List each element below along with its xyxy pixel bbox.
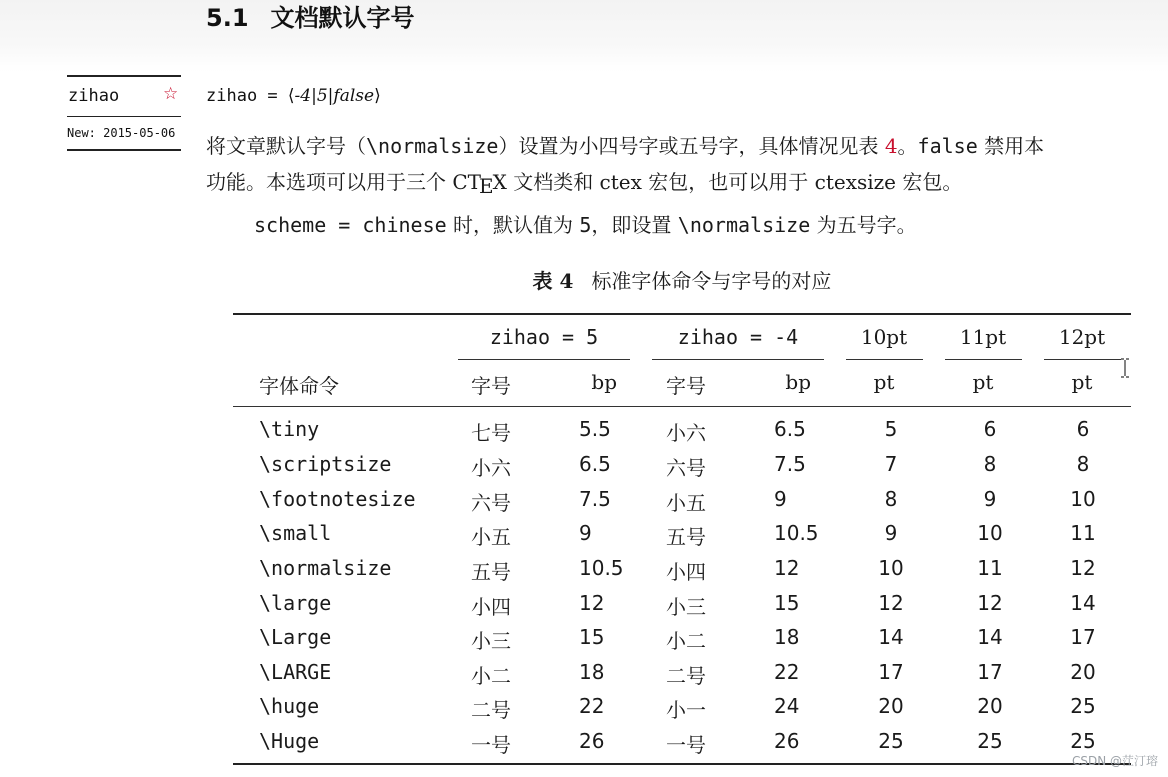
zihao-4-size-name-cell: 六号 <box>666 456 706 480</box>
zihao5-size-name-cell: 六号 <box>471 491 511 515</box>
pt12-cell: 11 <box>1070 521 1096 545</box>
zihao-4-size-name-cell: 小六 <box>666 421 706 445</box>
zihao5-bp-cell: 18 <box>579 660 605 684</box>
scheme-note <box>254 209 917 238</box>
default-value: 5 <box>579 213 592 237</box>
zihao-4-size-name-cell: 二号 <box>666 664 706 688</box>
table-group-header: zihao = -4 <box>677 325 799 349</box>
zihao-4-size-name-cell: 小五 <box>666 491 706 515</box>
option-syntax <box>206 86 381 106</box>
zihao5-size-name-cell: 小六 <box>471 456 511 480</box>
pt10-cell: 10 <box>878 556 904 580</box>
pt10-cell: 8 <box>884 487 898 511</box>
option-sep-1: | <box>311 86 317 106</box>
font-command-cell: \LARGE <box>259 660 332 684</box>
pt12-cell: 6 <box>1076 417 1090 441</box>
scheme-code: scheme = chinese <box>254 213 447 237</box>
section-title: 文档默认字号 <box>270 4 415 32</box>
table-column-header: pt <box>972 370 994 394</box>
text-segment: 功能。本选项可以用于三个 CT <box>206 170 481 194</box>
text-cursor-icon <box>1119 358 1131 378</box>
zihao5-size-name-cell: 小五 <box>471 525 511 549</box>
description-line-1 <box>206 130 1044 159</box>
zihao-4-bp-cell: 6.5 <box>774 417 806 441</box>
zihao5-bp-cell: 7.5 <box>579 487 611 511</box>
margin-rule-mid <box>67 116 181 117</box>
zihao5-size-name-cell: 一号 <box>471 733 511 757</box>
pt11-cell: 17 <box>977 660 1003 684</box>
table-group-header: 12pt <box>1058 325 1106 349</box>
table-reference-link[interactable]: 4 <box>884 134 898 158</box>
zihao5-bp-cell: 22 <box>579 694 605 718</box>
pt12-cell: 14 <box>1070 591 1096 615</box>
zihao5-bp-cell: 9 <box>579 521 592 545</box>
group-rule-11pt <box>945 359 1022 360</box>
pt12-cell: 20 <box>1070 660 1096 684</box>
zihao5-size-name-cell: 小二 <box>471 664 511 688</box>
zihao-4-bp-cell: 22 <box>774 660 800 684</box>
text-segment: 为五号字。 <box>810 213 917 237</box>
table-bottom-rule <box>233 763 1131 765</box>
pt11-cell: 6 <box>983 417 997 441</box>
pt10-cell: 25 <box>878 729 904 753</box>
text-segment: 。 <box>897 134 918 158</box>
table-group-header: zihao = 5 <box>489 325 599 349</box>
font-command-cell: \Large <box>259 625 332 649</box>
table-caption <box>0 265 1168 294</box>
pt10-cell: 7 <box>884 452 898 476</box>
pt12-cell: 12 <box>1070 556 1096 580</box>
pt11-cell: 25 <box>977 729 1003 753</box>
table-column-header: pt <box>873 370 895 394</box>
option-key: zihao <box>206 86 258 106</box>
group-rule-12pt <box>1044 359 1121 360</box>
text-segment: ，即设置 <box>591 213 678 237</box>
group-rule-10pt <box>846 359 923 360</box>
margin-new-date: New: 2015-05-06 <box>67 126 176 140</box>
pt11-cell: 9 <box>983 487 997 511</box>
zihao5-size-name-cell: 二号 <box>471 698 511 722</box>
text-segment: ）设置为小四号字或五号字，具体情况见表 <box>498 134 885 158</box>
zihao-4-size-name-cell: 五号 <box>666 525 706 549</box>
option-close: ⟩ <box>374 86 381 106</box>
table-group-header: 11pt <box>959 325 1007 349</box>
text-segment: 禁用本 <box>977 134 1045 158</box>
zihao-4-bp-cell: 24 <box>774 694 800 718</box>
pt10-cell: 5 <box>884 417 898 441</box>
zihao5-bp-cell: 15 <box>579 625 605 649</box>
description-line-2 <box>206 166 963 198</box>
page-top-band <box>0 0 1168 72</box>
zihao-4-size-name-cell: 小四 <box>666 560 706 584</box>
zihao5-bp-cell: 26 <box>579 729 605 753</box>
option-value-2: 5 <box>316 86 328 106</box>
pt10-cell: 12 <box>878 591 904 615</box>
zihao5-size-name-cell: 七号 <box>471 421 511 445</box>
zihao-4-bp-cell: 18 <box>774 625 800 649</box>
group-rule-zihao-4 <box>652 359 824 360</box>
font-command-cell: \Huge <box>259 729 320 753</box>
font-command-cell: \small <box>259 521 332 545</box>
table-caption-title: 标准字体命令与字号的对应 <box>591 269 832 293</box>
pt10-cell: 14 <box>878 625 904 649</box>
section-number: 5.1 <box>206 4 249 32</box>
text-segment: 将文章默认字号（ <box>206 134 366 158</box>
zihao-4-bp-cell: 9 <box>774 487 787 511</box>
option-value-1: -4 <box>294 86 312 106</box>
text-segment: X 文档类和 ctex 宏包，也可以用于 ctexsize 宏包。 <box>492 170 963 194</box>
pt10-cell: 20 <box>878 694 904 718</box>
table-column-header: 字体命令 <box>259 374 339 398</box>
pt12-cell: 8 <box>1076 452 1090 476</box>
pt11-cell: 14 <box>977 625 1003 649</box>
option-value-3: false <box>333 86 375 106</box>
option-sep-2: | <box>327 86 334 106</box>
pt11-cell: 20 <box>977 694 1003 718</box>
zihao5-bp-cell: 10.5 <box>579 556 624 580</box>
zihao5-size-name-cell: 小三 <box>471 629 511 653</box>
group-rule-zihao5 <box>458 359 630 360</box>
zihao5-bp-cell: 6.5 <box>579 452 611 476</box>
option-equals: = <box>257 86 288 106</box>
table-group-header: 10pt <box>860 325 908 349</box>
table-column-header: pt <box>1071 370 1093 394</box>
zihao-4-bp-cell: 26 <box>774 729 800 753</box>
table-column-header: bp <box>591 370 617 394</box>
text-segment: 时，默认值为 <box>446 213 580 237</box>
table-column-header: bp <box>785 370 811 394</box>
zihao-4-size-name-cell: 小二 <box>666 629 706 653</box>
pt12-cell: 17 <box>1070 625 1096 649</box>
pt10-cell: 17 <box>878 660 904 684</box>
margin-option-key: zihao <box>68 86 120 106</box>
table-caption-label: 表 4 <box>532 269 574 293</box>
pt11-cell: 11 <box>977 556 1003 580</box>
font-command-cell: \huge <box>259 694 320 718</box>
zihao5-bp-cell: 5.5 <box>579 417 611 441</box>
table-column-header: 字号 <box>666 374 706 398</box>
table-top-rule <box>233 313 1131 315</box>
normalsize-command: \normalsize <box>677 213 811 237</box>
zihao-4-bp-cell: 12 <box>774 556 800 580</box>
font-command-cell: \large <box>259 591 332 615</box>
tex-logo-e: E <box>479 174 494 198</box>
zihao-4-size-name-cell: 小三 <box>666 595 706 619</box>
font-command-cell: \scriptsize <box>259 452 392 476</box>
zihao5-size-name-cell: 五号 <box>471 560 511 584</box>
pt12-cell: 25 <box>1070 694 1096 718</box>
table-column-header: 字号 <box>471 374 511 398</box>
pt11-cell: 12 <box>977 591 1003 615</box>
margin-rule-top <box>67 75 181 77</box>
font-command-cell: \normalsize <box>259 556 392 580</box>
section-heading <box>206 0 415 33</box>
pt11-cell: 8 <box>983 452 997 476</box>
pt10-cell: 9 <box>884 521 898 545</box>
zihao-4-size-name-cell: 一号 <box>666 733 706 757</box>
pt12-cell: 10 <box>1070 487 1096 511</box>
false-keyword: false <box>917 134 978 158</box>
margin-rule-bottom <box>67 149 181 151</box>
table-header-rule <box>233 406 1131 407</box>
zihao5-size-name-cell: 小四 <box>471 595 511 619</box>
zihao5-bp-cell: 12 <box>579 591 605 615</box>
pt12-cell: 25 <box>1070 729 1096 753</box>
font-command-cell: \footnotesize <box>259 487 416 511</box>
zihao-4-bp-cell: 15 <box>774 591 800 615</box>
pt11-cell: 10 <box>977 521 1003 545</box>
zihao-4-bp-cell: 7.5 <box>774 452 806 476</box>
normalsize-command: \normalsize <box>366 134 499 158</box>
zihao-4-bp-cell: 10.5 <box>774 521 819 545</box>
option-open: ⟨ <box>287 86 295 106</box>
font-command-cell: \tiny <box>259 417 320 441</box>
watermark: CSDN @茳汀瑢 <box>1071 754 1158 768</box>
star-icon: ☆ <box>163 84 179 104</box>
zihao-4-size-name-cell: 小一 <box>666 698 706 722</box>
